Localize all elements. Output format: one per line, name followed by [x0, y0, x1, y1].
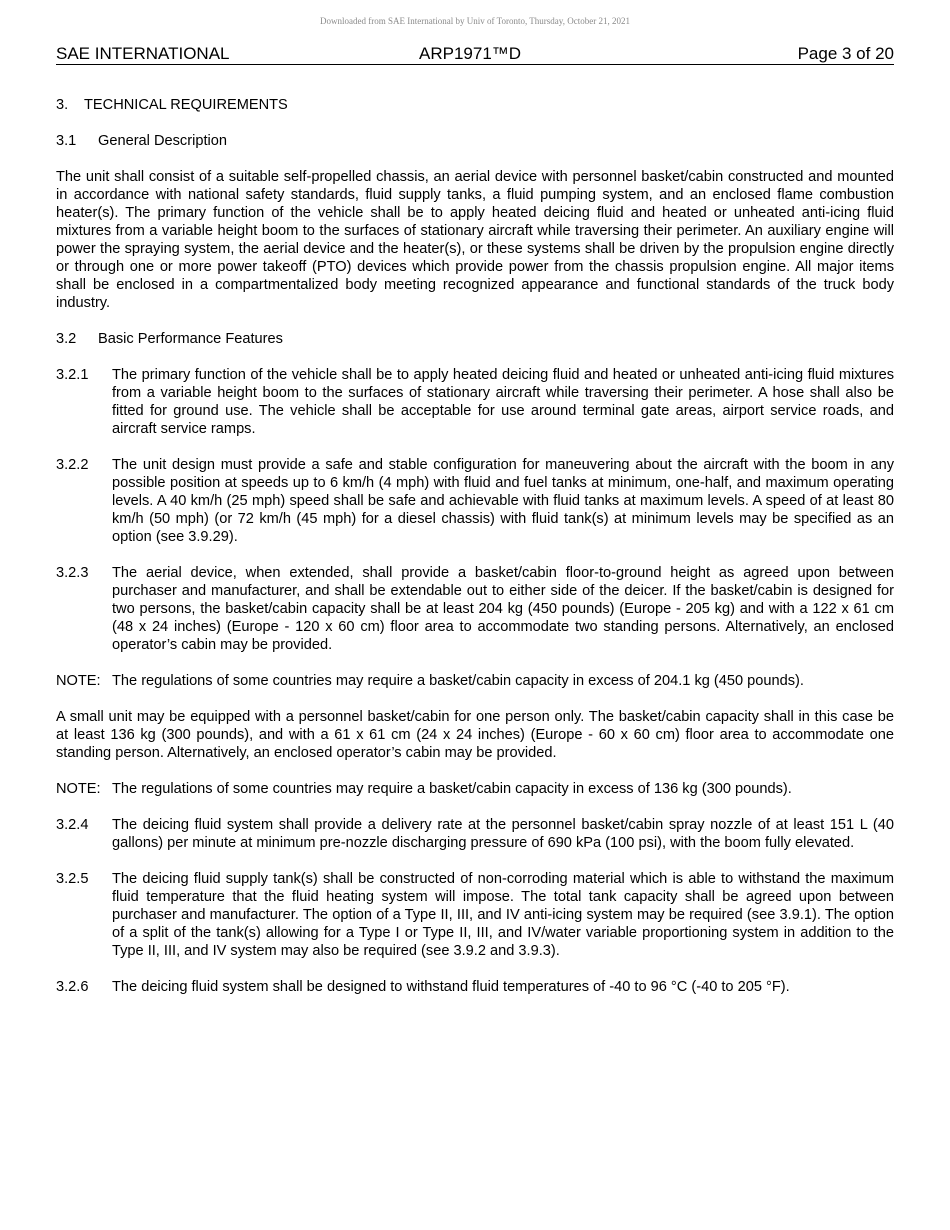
section-title: Basic Performance Features: [98, 331, 283, 347]
header-page-number: Page 3 of 20: [797, 44, 894, 63]
requirement-text: The aerial device, when extended, shall provide a basket/cabin floor-to-ground height as agreed upon between purchaser and manufacturer, and shall be extendable out to either side of the deicer. If the basket/cabin is designed for two persons, the basket/cabin capacity shall be at least 204 kg (450 pounds) (Europe - 205 kg) and with a 122 x 61 cm (48 x 24 inches) (Europe - 120 x 60 cm) floor area to accommodate two standing persons. Alternatively, an enclosed operator’s cabin may be provided.: [112, 565, 894, 653]
section-number: 3.: [56, 97, 69, 113]
requirement-3-2-3: [56, 564, 894, 654]
requirement-3-2-5: [56, 870, 894, 960]
general-description-paragraph: The unit shall consist of a suitable self-propelled chassis, an aerial device with personnel basket/cabin constructed and mounted in accordance with national safety standards, fluid supply tanks, a fluid pumping system, and an enclosed flame combustion heater(s). The primary function of the vehicle shall be to apply heated deicing fluid and heated or unheated anti-icing fluid mixtures from a variable height boom to the surfaces of stationary aircraft while traversing their perimeter. An auxiliary engine will power the spraying system, the aerial device and the heater(s), or these systems shall be driven by the propulsion engine directly or through one or more power takeoff (PTO) devices which provide power from the chassis propulsion engine. All major items shall be enclosed in a compartmentalized body meeting recognized appearance and functional standards of the truck body industry.: [56, 169, 894, 311]
header-organization: SAE INTERNATIONAL: [56, 44, 230, 63]
note-label: NOTE:: [56, 781, 101, 797]
requirement-text: The deicing fluid system shall provide a delivery rate at the personnel basket/cabin spray nozzle of at least 151 L (40 gallons) per minute at minimum pre-nozzle discharging pressure of 690 kPa (100 psi), with the boom fully elevated.: [112, 817, 894, 851]
section-title: General Description: [98, 133, 227, 149]
section-3-1-heading: [56, 132, 894, 150]
requirement-number: 3.2.5: [56, 871, 89, 887]
note-basket-capacity-one-person: [56, 780, 894, 798]
requirement-number: 3.2.2: [56, 457, 89, 473]
note-label: NOTE:: [56, 673, 101, 689]
download-watermark: Downloaded from SAE International by Univ of Toronto, Thursday, October 21, 2021: [320, 16, 630, 26]
document-body: [56, 96, 894, 1014]
requirement-number: 3.2.3: [56, 565, 89, 581]
note-text: The regulations of some countries may require a basket/cabin capacity in excess of 136 kg (300 pounds).: [112, 781, 792, 797]
section-title: TECHNICAL REQUIREMENTS: [84, 97, 288, 113]
requirement-3-2-2: [56, 456, 894, 546]
requirement-number: 3.2.1: [56, 367, 89, 383]
page-header: [56, 44, 894, 65]
section-3-2-heading: [56, 330, 894, 348]
section-3-heading: [56, 96, 894, 114]
section-number: 3.2: [56, 331, 77, 347]
note-basket-capacity-two-persons: [56, 672, 894, 690]
requirement-number: 3.2.4: [56, 817, 89, 833]
requirement-text: The deicing fluid system shall be designed to withstand fluid temperatures of -40 to 96 °C (-40 to 205 °F).: [112, 979, 790, 995]
requirement-3-2-1: [56, 366, 894, 438]
requirement-number: 3.2.6: [56, 979, 89, 995]
small-unit-paragraph: A small unit may be equipped with a personnel basket/cabin for one person only. The basket/cabin capacity shall in this case be at least 136 kg (300 pounds), and with a 61 x 61 cm (24 x 24 inches) (Europe - 60 x 60 cm) floor area to accommodate one standing person. Alternatively, an enclosed operator’s cabin may be provided.: [56, 709, 894, 761]
requirement-text: The deicing fluid supply tank(s) shall be constructed of non-corroding material which is able to withstand the maximum fluid temperature that the fluid heating system will impose. The total tank capacity shall be agreed upon between purchaser and manufacturer. The option of a Type II, III, and IV anti-icing system may be required (see 3.9.1). The option of a split of the tank(s) allowing for a Type I or Type II, III, and IV/water variable proportioning system in addition to the Type II, III, and IV system may also be required (see 3.9.2 and 3.9.3).: [112, 871, 894, 959]
header-document-id: ARP1971™D: [419, 44, 522, 63]
requirement-text: The unit design must provide a safe and stable configuration for maneuvering about the aircraft with the boom in any possible position at speeds up to 6 km/h (4 mph) with fluid and fuel tanks at minimum, one-half, and maximum operating levels. A 40 km/h (25 mph) speed shall be safe and achievable with fluid tanks at maximum levels. A speed of at least 80 km/h (50 mph) (or 72 km/h (45 mph) for a diesel chassis) with fluid tank(s) at minimum levels may be specified as an option (see 3.9.29).: [112, 457, 894, 545]
note-text: The regulations of some countries may require a basket/cabin capacity in excess of 204.1 kg (450 pounds).: [112, 673, 804, 689]
section-number: 3.1: [56, 133, 77, 149]
requirement-text: The primary function of the vehicle shall be to apply heated deicing fluid and heated or unheated anti-icing fluid mixtures from a variable height boom to the surfaces of stationary aircraft while traversing their perimeter. A hose shall also be fitted for ground use. The vehicle shall be acceptable for use around terminal gate areas, airport service roads, and aircraft service ramps.: [112, 367, 894, 437]
requirement-3-2-6: [56, 978, 894, 996]
requirement-3-2-4: [56, 816, 894, 852]
